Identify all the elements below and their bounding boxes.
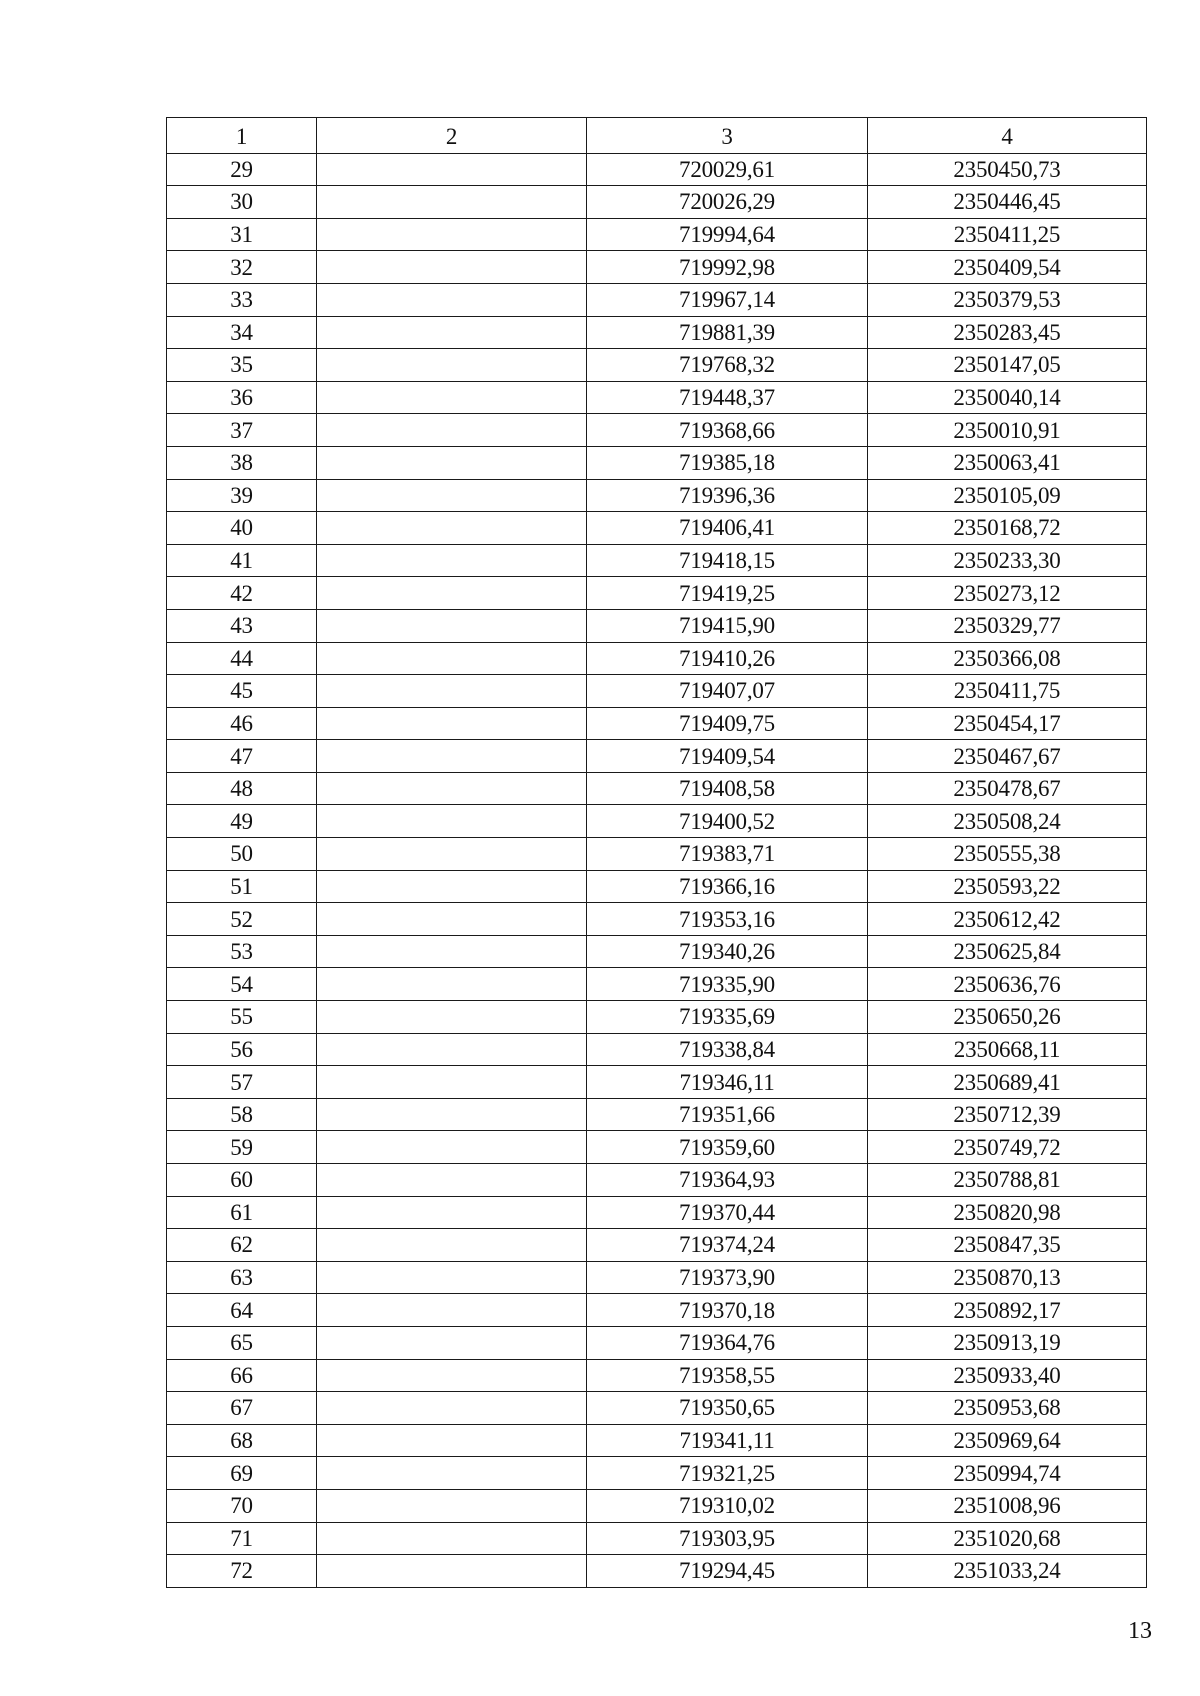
x-coordinate-cell: 719321,25: [587, 1457, 868, 1490]
y-coordinate-cell: 2350913,19: [868, 1326, 1147, 1359]
point-number-cell: 57: [167, 1066, 317, 1099]
y-coordinate-cell: 2350788,81: [868, 1164, 1147, 1197]
point-number-cell: 43: [167, 609, 317, 642]
x-coordinate-cell: 719967,14: [587, 283, 868, 316]
column-2-cell: [317, 1457, 587, 1490]
x-coordinate-cell: 719406,41: [587, 512, 868, 545]
x-coordinate-cell: 719407,07: [587, 675, 868, 708]
table-row: [167, 1326, 1147, 1359]
y-coordinate-cell: 2350478,67: [868, 772, 1147, 805]
column-2-cell: [317, 642, 587, 675]
table-row: [167, 381, 1147, 414]
point-number-cell: 33: [167, 283, 317, 316]
y-coordinate-cell: 2350712,39: [868, 1098, 1147, 1131]
point-number-cell: 39: [167, 479, 317, 512]
y-coordinate-cell: 2350870,13: [868, 1261, 1147, 1294]
y-coordinate-cell: 2350273,12: [868, 577, 1147, 610]
point-number-cell: 42: [167, 577, 317, 610]
x-coordinate-cell: 719346,11: [587, 1066, 868, 1099]
column-2-cell: [317, 1555, 587, 1588]
x-coordinate-cell: 719341,11: [587, 1424, 868, 1457]
y-coordinate-cell: 2350283,45: [868, 316, 1147, 349]
x-coordinate-cell: 719353,16: [587, 903, 868, 936]
point-number-cell: 64: [167, 1294, 317, 1327]
table-row: [167, 968, 1147, 1001]
point-number-cell: 53: [167, 935, 317, 968]
point-number-cell: 55: [167, 1001, 317, 1034]
coordinates-table: [166, 117, 1147, 1588]
x-coordinate-cell: 719310,02: [587, 1489, 868, 1522]
point-number-cell: 56: [167, 1033, 317, 1066]
column-2-cell: [317, 740, 587, 773]
table-row: [167, 1131, 1147, 1164]
table-row: [167, 772, 1147, 805]
column-2-cell: [317, 283, 587, 316]
column-2-cell: [317, 1522, 587, 1555]
y-coordinate-cell: 2350892,17: [868, 1294, 1147, 1327]
column-2-cell: [317, 381, 587, 414]
y-coordinate-cell: 2350063,41: [868, 446, 1147, 479]
y-coordinate-cell: 2350233,30: [868, 544, 1147, 577]
table-row: [167, 1229, 1147, 1262]
table-row: [167, 1001, 1147, 1034]
column-2-cell: [317, 414, 587, 447]
column-header-2: 2: [317, 118, 587, 154]
y-coordinate-cell: 2350933,40: [868, 1359, 1147, 1392]
point-number-cell: 69: [167, 1457, 317, 1490]
x-coordinate-cell: 719396,36: [587, 479, 868, 512]
x-coordinate-cell: 719370,18: [587, 1294, 868, 1327]
column-2-cell: [317, 153, 587, 186]
x-coordinate-cell: 719400,52: [587, 805, 868, 838]
column-2-cell: [317, 1359, 587, 1392]
y-coordinate-cell: 2350379,53: [868, 283, 1147, 316]
page-number: 13: [1128, 1618, 1152, 1644]
table-row: [167, 283, 1147, 316]
y-coordinate-cell: 2350689,41: [868, 1066, 1147, 1099]
table-row: [167, 1424, 1147, 1457]
x-coordinate-cell: 719994,64: [587, 218, 868, 251]
column-2-cell: [317, 1229, 587, 1262]
column-2-cell: [317, 968, 587, 1001]
column-2-cell: [317, 1326, 587, 1359]
column-2-cell: [317, 1261, 587, 1294]
y-coordinate-cell: 2350953,68: [868, 1392, 1147, 1425]
table-row: [167, 153, 1147, 186]
y-coordinate-cell: 2350411,25: [868, 218, 1147, 251]
point-number-cell: 72: [167, 1555, 317, 1588]
y-coordinate-cell: 2350147,05: [868, 349, 1147, 382]
column-2-cell: [317, 186, 587, 219]
column-2-cell: [317, 1033, 587, 1066]
table-row: [167, 186, 1147, 219]
point-number-cell: 36: [167, 381, 317, 414]
x-coordinate-cell: 719338,84: [587, 1033, 868, 1066]
y-coordinate-cell: 2351033,24: [868, 1555, 1147, 1588]
y-coordinate-cell: 2350820,98: [868, 1196, 1147, 1229]
x-coordinate-cell: 719374,24: [587, 1229, 868, 1262]
column-2-cell: [317, 1001, 587, 1034]
x-coordinate-cell: 719335,90: [587, 968, 868, 1001]
point-number-cell: 46: [167, 707, 317, 740]
column-2-cell: [317, 772, 587, 805]
x-coordinate-cell: 719370,44: [587, 1196, 868, 1229]
point-number-cell: 49: [167, 805, 317, 838]
y-coordinate-cell: 2350612,42: [868, 903, 1147, 936]
table-row: [167, 935, 1147, 968]
point-number-cell: 44: [167, 642, 317, 675]
column-2-cell: [317, 316, 587, 349]
x-coordinate-cell: 719364,76: [587, 1326, 868, 1359]
x-coordinate-cell: 719418,15: [587, 544, 868, 577]
x-coordinate-cell: 719335,69: [587, 1001, 868, 1034]
point-number-cell: 63: [167, 1261, 317, 1294]
column-2-cell: [317, 805, 587, 838]
x-coordinate-cell: 719303,95: [587, 1522, 868, 1555]
point-number-cell: 66: [167, 1359, 317, 1392]
column-2-cell: [317, 609, 587, 642]
y-coordinate-cell: 2351020,68: [868, 1522, 1147, 1555]
table-row: [167, 1489, 1147, 1522]
point-number-cell: 48: [167, 772, 317, 805]
y-coordinate-cell: 2350040,14: [868, 381, 1147, 414]
table-row: [167, 1196, 1147, 1229]
table-row: [167, 642, 1147, 675]
point-number-cell: 29: [167, 153, 317, 186]
point-number-cell: 38: [167, 446, 317, 479]
x-coordinate-cell: 719409,54: [587, 740, 868, 773]
table-body: [167, 153, 1147, 1587]
y-coordinate-cell: 2350636,76: [868, 968, 1147, 1001]
column-header-3: 3: [587, 118, 868, 154]
header-row: [167, 118, 1147, 154]
table-row: [167, 251, 1147, 284]
column-2-cell: [317, 577, 587, 610]
y-coordinate-cell: 2350366,08: [868, 642, 1147, 675]
y-coordinate-cell: 2350329,77: [868, 609, 1147, 642]
table-row: [167, 479, 1147, 512]
x-coordinate-cell: 719448,37: [587, 381, 868, 414]
column-2-cell: [317, 479, 587, 512]
point-number-cell: 70: [167, 1489, 317, 1522]
table-row: [167, 805, 1147, 838]
point-number-cell: 65: [167, 1326, 317, 1359]
point-number-cell: 60: [167, 1164, 317, 1197]
table-row: [167, 1522, 1147, 1555]
y-coordinate-cell: 2350847,35: [868, 1229, 1147, 1262]
x-coordinate-cell: 719351,66: [587, 1098, 868, 1131]
x-coordinate-cell: 719358,55: [587, 1359, 868, 1392]
table-row: [167, 349, 1147, 382]
column-2-cell: [317, 1392, 587, 1425]
x-coordinate-cell: 719992,98: [587, 251, 868, 284]
table-row: [167, 675, 1147, 708]
column-2-cell: [317, 935, 587, 968]
x-coordinate-cell: 719881,39: [587, 316, 868, 349]
x-coordinate-cell: 719359,60: [587, 1131, 868, 1164]
y-coordinate-cell: 2350555,38: [868, 838, 1147, 871]
y-coordinate-cell: 2350409,54: [868, 251, 1147, 284]
point-number-cell: 35: [167, 349, 317, 382]
column-2-cell: [317, 1196, 587, 1229]
table-header: [167, 118, 1147, 154]
column-header-4: 4: [868, 118, 1147, 154]
point-number-cell: 61: [167, 1196, 317, 1229]
x-coordinate-cell: 719366,16: [587, 870, 868, 903]
x-coordinate-cell: 719408,58: [587, 772, 868, 805]
x-coordinate-cell: 720026,29: [587, 186, 868, 219]
point-number-cell: 62: [167, 1229, 317, 1262]
y-coordinate-cell: 2350467,67: [868, 740, 1147, 773]
x-coordinate-cell: 719368,66: [587, 414, 868, 447]
column-2-cell: [317, 1098, 587, 1131]
table-row: [167, 1359, 1147, 1392]
y-coordinate-cell: 2350508,24: [868, 805, 1147, 838]
point-number-cell: 50: [167, 838, 317, 871]
y-coordinate-cell: 2350749,72: [868, 1131, 1147, 1164]
y-coordinate-cell: 2350168,72: [868, 512, 1147, 545]
point-number-cell: 32: [167, 251, 317, 284]
table-row: [167, 446, 1147, 479]
point-number-cell: 40: [167, 512, 317, 545]
column-2-cell: [317, 218, 587, 251]
column-2-cell: [317, 251, 587, 284]
point-number-cell: 51: [167, 870, 317, 903]
table-row: [167, 609, 1147, 642]
column-2-cell: [317, 1294, 587, 1327]
table-row: [167, 1164, 1147, 1197]
y-coordinate-cell: 2350010,91: [868, 414, 1147, 447]
table-row: [167, 903, 1147, 936]
table-row: [167, 512, 1147, 545]
point-number-cell: 52: [167, 903, 317, 936]
point-number-cell: 58: [167, 1098, 317, 1131]
point-number-cell: 37: [167, 414, 317, 447]
x-coordinate-cell: 719340,26: [587, 935, 868, 968]
table-row: [167, 1555, 1147, 1588]
table-row: [167, 1261, 1147, 1294]
point-number-cell: 45: [167, 675, 317, 708]
table-row: [167, 1457, 1147, 1490]
column-header-1: 1: [167, 118, 317, 154]
point-number-cell: 41: [167, 544, 317, 577]
column-2-cell: [317, 1066, 587, 1099]
table-row: [167, 707, 1147, 740]
table-row: [167, 1294, 1147, 1327]
table-row: [167, 316, 1147, 349]
table-row: [167, 1033, 1147, 1066]
table-row: [167, 1392, 1147, 1425]
x-coordinate-cell: 719419,25: [587, 577, 868, 610]
x-coordinate-cell: 719410,26: [587, 642, 868, 675]
x-coordinate-cell: 719409,75: [587, 707, 868, 740]
column-2-cell: [317, 903, 587, 936]
column-2-cell: [317, 544, 587, 577]
column-2-cell: [317, 1489, 587, 1522]
column-2-cell: [317, 446, 587, 479]
y-coordinate-cell: 2350593,22: [868, 870, 1147, 903]
x-coordinate-cell: 719294,45: [587, 1555, 868, 1588]
x-coordinate-cell: 719383,71: [587, 838, 868, 871]
x-coordinate-cell: 719415,90: [587, 609, 868, 642]
x-coordinate-cell: 719385,18: [587, 446, 868, 479]
column-2-cell: [317, 707, 587, 740]
table-row: [167, 838, 1147, 871]
column-2-cell: [317, 1424, 587, 1457]
y-coordinate-cell: 2350668,11: [868, 1033, 1147, 1066]
y-coordinate-cell: 2351008,96: [868, 1489, 1147, 1522]
y-coordinate-cell: 2350450,73: [868, 153, 1147, 186]
y-coordinate-cell: 2350411,75: [868, 675, 1147, 708]
column-2-cell: [317, 349, 587, 382]
point-number-cell: 31: [167, 218, 317, 251]
x-coordinate-cell: 720029,61: [587, 153, 868, 186]
point-number-cell: 71: [167, 1522, 317, 1555]
y-coordinate-cell: 2350625,84: [868, 935, 1147, 968]
column-2-cell: [317, 1131, 587, 1164]
table-row: [167, 870, 1147, 903]
y-coordinate-cell: 2350650,26: [868, 1001, 1147, 1034]
point-number-cell: 30: [167, 186, 317, 219]
y-coordinate-cell: 2350969,64: [868, 1424, 1147, 1457]
column-2-cell: [317, 870, 587, 903]
column-2-cell: [317, 1164, 587, 1197]
point-number-cell: 67: [167, 1392, 317, 1425]
y-coordinate-cell: 2350446,45: [868, 186, 1147, 219]
x-coordinate-cell: 719768,32: [587, 349, 868, 382]
table-row: [167, 1066, 1147, 1099]
column-2-cell: [317, 675, 587, 708]
point-number-cell: 54: [167, 968, 317, 1001]
table-row: [167, 1098, 1147, 1131]
table-row: [167, 544, 1147, 577]
y-coordinate-cell: 2350454,17: [868, 707, 1147, 740]
table-row: [167, 740, 1147, 773]
y-coordinate-cell: 2350994,74: [868, 1457, 1147, 1490]
point-number-cell: 68: [167, 1424, 317, 1457]
x-coordinate-cell: 719350,65: [587, 1392, 868, 1425]
x-coordinate-cell: 719364,93: [587, 1164, 868, 1197]
table-row: [167, 577, 1147, 610]
point-number-cell: 59: [167, 1131, 317, 1164]
table-row: [167, 218, 1147, 251]
column-2-cell: [317, 512, 587, 545]
table-row: [167, 414, 1147, 447]
column-2-cell: [317, 838, 587, 871]
point-number-cell: 34: [167, 316, 317, 349]
x-coordinate-cell: 719373,90: [587, 1261, 868, 1294]
y-coordinate-cell: 2350105,09: [868, 479, 1147, 512]
point-number-cell: 47: [167, 740, 317, 773]
